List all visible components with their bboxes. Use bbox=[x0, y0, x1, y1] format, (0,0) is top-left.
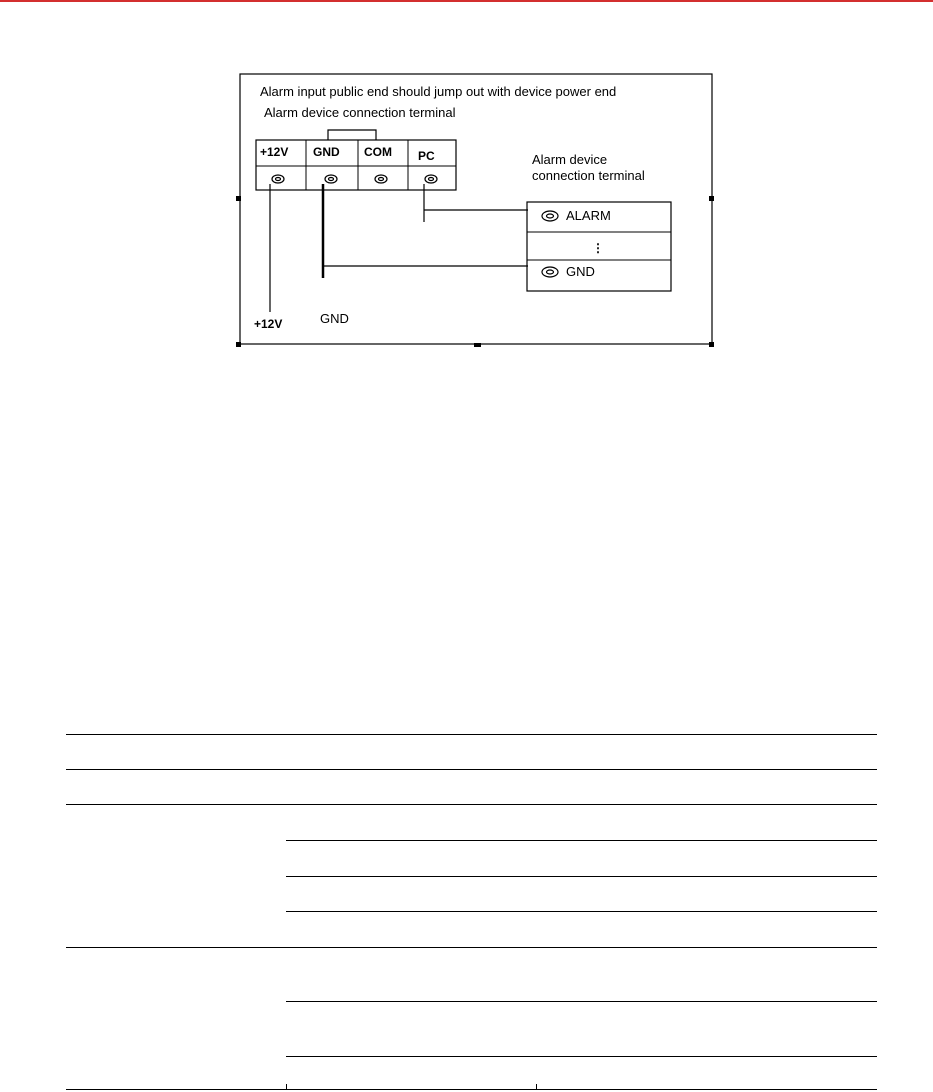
device-dots: ⋮ bbox=[592, 241, 604, 255]
resize-handle-bottom-middle bbox=[474, 343, 481, 347]
table-subrow-divider bbox=[286, 840, 877, 841]
table-rule-top bbox=[66, 734, 877, 735]
bottom-gnd-label: GND bbox=[320, 311, 349, 326]
resize-handle-bottom-left bbox=[236, 342, 241, 347]
terminal-label-gnd: GND bbox=[313, 145, 340, 159]
device-gnd-label: GND bbox=[566, 264, 595, 279]
device-label-line2: connection terminal bbox=[532, 168, 645, 183]
table-row-divider bbox=[66, 804, 877, 805]
device-screw-icon bbox=[542, 211, 558, 277]
table-col-tick bbox=[536, 1084, 537, 1090]
table-subrow-divider bbox=[286, 1001, 877, 1002]
diagram-subheading: Alarm device connection terminal bbox=[264, 105, 456, 120]
resize-handle-left bbox=[236, 196, 241, 201]
table-row-divider bbox=[66, 947, 877, 948]
terminal-label-com: COM bbox=[364, 145, 392, 159]
screw-terminal-icon bbox=[272, 175, 437, 183]
bottom-12v-label: +12V bbox=[254, 317, 283, 331]
table-subrow-divider bbox=[286, 1056, 877, 1057]
jumper-bracket bbox=[328, 130, 376, 140]
terminal-label-12v: +12V bbox=[260, 145, 289, 159]
table-rule-bottom bbox=[66, 1089, 877, 1090]
terminal-label-pc: PC bbox=[418, 149, 435, 163]
diagram-heading: Alarm input public end should jump out with device power end bbox=[260, 84, 617, 99]
table-subrow-divider bbox=[286, 876, 877, 877]
alarm-wiring-diagram bbox=[236, 72, 714, 347]
resize-handle-bottom-right bbox=[709, 342, 714, 347]
page-top-rule bbox=[0, 0, 933, 2]
diagram-canvas bbox=[236, 72, 714, 347]
resize-handle-right bbox=[709, 196, 714, 201]
table-col-tick bbox=[286, 1084, 287, 1090]
table-row-divider bbox=[66, 769, 877, 770]
device-label-line1: Alarm device bbox=[532, 152, 608, 167]
table-subrow-divider bbox=[286, 911, 877, 912]
device-alarm-label: ALARM bbox=[566, 208, 611, 223]
